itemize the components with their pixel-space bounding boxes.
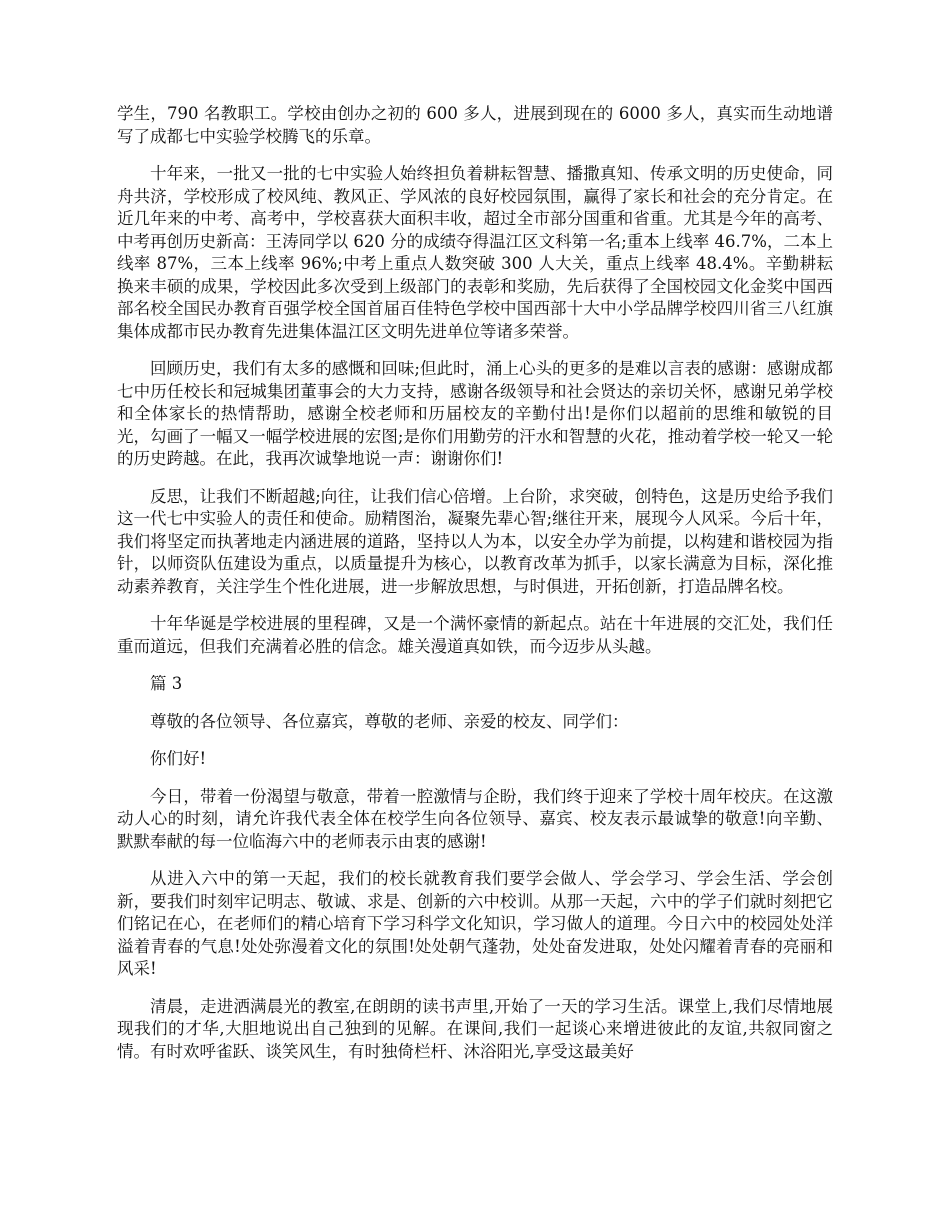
salutation: 尊敬的各位领导、各位嘉宾，尊敬的老师、亲爱的校友、同学们： bbox=[150, 711, 629, 731]
paragraph: 清晨，走进洒满晨光的教室,在朗朗的读书声里,开始了一天的学习生活。课堂上,我们尽情地展现我们的才华,大胆地说出自己独到的见解。在课间,我们一起谈心来增进彼此的友谊,共叙同窗之情。有时欢呼雀跃、谈笑风生，有时独倚栏杆、沐浴阳光,享受这最美好 bbox=[117, 996, 833, 1061]
paragraph: 今日，带着一份渴望与敬意，带着一腔激情与企盼，我们终于迎来了学校十周年校庆。在这激动人心的时刻，请允许我代表全体在校学生向各位领导、嘉宾、校友表示最诚挚的敬意!向辛勤、默默奉献的每一位临海六中的老师表示由衷的感谢! bbox=[117, 786, 833, 851]
greeting: 你们好! bbox=[150, 749, 207, 768]
paragraph: 十年华诞是学校进展的里程碑，又是一个满怀豪情的新起点。站在十年进展的交汇处，我们任重而道远，但我们充满着必胜的信念。雄关漫道真如铁，而今迈步从头越。 bbox=[117, 614, 833, 656]
paragraph: 反思，让我们不断超越;向往，让我们信心倍增。上台阶，求突破，创特色，这是历史给予我们这一代七中实验人的责任和使命。励精图治，凝聚先辈心智;继往开来，展现今人风采。今后十年，我们将坚定而执著地走内涵进展的道路，坚持以人为本，以安全办学为前提，以构建和谐校园为指针，以师资队伍建设为重点，以质量提升为核心，以教育改革为抓手，以家长满意为目标，深化推动素养教育，关注学生个性化进展，进一步解放思想，与时俱进，开拓创新，打造品牌名校。 bbox=[117, 486, 833, 596]
paragraph: 从进入六中的第一天起，我们的校长就教育我们要学会做人、学会学习、学会生活、学会创新，要我们时刻牢记明志、敬诚、求是、创新的六中校训。从那一天起，六中的学子们就时刻把它们铭记在心，在老师们的精心培育下学习科学文化知识，学习做人的道理。今日六中的校园处处洋溢着青春的气息!处处弥漫着文化的氛围!处处朝气蓬勃，处处奋发进取，处处闪耀着青春的亮丽和风采! bbox=[117, 869, 833, 978]
paragraph: 十年来，一批又一批的七中实验人始终担负着耕耘智慧、播撒真知、传承文明的历史使命，同舟共济，学校形成了校风纯、教风正、学风浓的良好校园氛围，赢得了家长和社会的充分肯定。在近几年来的中考、高考中，学校喜获大面积丰收，超过全市部分国重和省重。尤其是今年的高考、中考再创历史新高：王涛同学以 620 分的成绩夺得温江区文科第一名;重本上线率 46.7%，二本上线率 87%，三本上线率 96%;中考上重点人数突破 300 人大关，重点上线率 48.4%。辛勤耕耘换来丰硕的成果，学校因此多次受到上级部门的表彰和奖励，先后获得了全国校园文化金奖中国西部名校全国民办教育百强学校全国首届百佳特色学校中国西部十大中小学品牌学校四川省三八红旗集体成都市民办教育先进集体温江区文明先进单位等诸多荣誉。 bbox=[117, 164, 833, 341]
paragraph: 回顾历史，我们有太多的感慨和回味;但此时，涌上心头的更多的是难以言表的感谢：感谢成都七中历任校长和冠城集团董事会的大力支持，感谢各级领导和社会贤达的亲切关怀，感谢兄弟学校和全体家长的热情帮助，感谢全校老师和历届校友的辛勤付出!是你们以超前的思维和敏锐的目光，勾画了一幅又一幅学校进展的宏图;是你们用勤劳的汗水和智慧的火花，推动着学校一轮又一轮的历史跨越。在此，我再次诚挚地说一声：谢谢你们! bbox=[117, 359, 833, 468]
section-heading: 篇 3 bbox=[150, 674, 183, 693]
paragraph: 学生，790 名教职工。学校由创办之初的 600 多人，进展到现在的 6000 多人，真实而生动地谱写了成都七中实验学校腾飞的乐章。 bbox=[117, 104, 833, 146]
document-body bbox=[117, 103, 833, 1078]
